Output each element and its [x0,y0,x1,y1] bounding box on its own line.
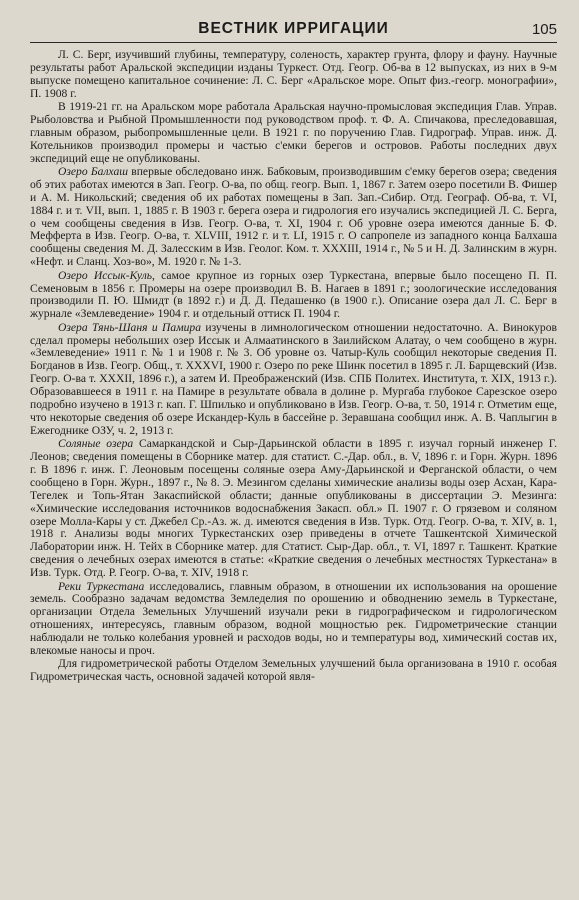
paragraph-lead: Озеро Иссык-Куль [58,268,153,282]
paragraph-text: впервые обследовано инж. Бабковым, производившим с'емку берегов озера; сведения об этих работах имеются в Зап. Геогр. О-ва, по общ. геогр. Вып. 1, 1867 г. Затем озеро посетили В. Фишер и А. М. Никольский; сведения об их работах помещены в Зап. Зап.-Сибир. Отд. Географ. Об-ва, т. VI, 1884 г. и т. VII, вып. 1, 1885 г. В 1903 г. берега озера и гидрология его изучались экспедицией Л. С. Берга, о чем сообщены сведения в Изв. Геогр. О-ва, т. XI, 1904 г. Об уровне озера имеются данные Б. Ф. Мефферта в Изв. Геогр. О-ва, т. XLVIII, 1912 г. и т. LI, 1915 г. О сапропеле из западного конца Балхаша сообщены сведения М. Д. Залесским в Изв. Геолог. Ком. т. XXXIII, 1914 г., № 5 и Н. Д. Залинским в журн. «Нефт. и Сланц. Хоз-во», М. 1920 г. № 1-3. [30,165,557,269]
running-header [30,12,557,38]
paragraph-text: Для гидрометрической работы Отделом Земельных улучшений была организована в 1910 г. особая Гидрометрическая часть, основной задачей которой явля- [30,657,557,684]
paragraph [30,438,557,580]
paragraph-text: , самое крупное из горных озер Туркестана, впервые было посещено П. П. Семеновым в 1856 г. Промеры на озере производил В. В. Нагаев в 1891 г.; зоологические исследования производили П. Ю. Шмидт (в 1892 г.) и Д. Д. Педашенко (в 1900 г.). Описание озера дал Л. С. Берг в журнале «Землеведение» 1904 г. и отдельный оттиск П. 1904 г. [30,268,557,321]
paragraph-text: Л. С. Берг, изучивший глубины, температуру, соленость, характер грунта, флору и фауну. Научные результаты работ Аральской экспедиции изданы Туркест. Отд. Геогр. Об-ва в 12 выпусках, из них в 9-м выпуске помещено капитальное сочинение: Л. С. Берг «Аральское море. Опыт физ.-геогр. монографии», П. 1908 г. [30,48,557,100]
paragraph-lead: Реки Туркестана [58,579,145,593]
paragraph [30,49,557,101]
paragraph-text: исследовались, главным образом, в отношении их использования на орошение земель. Сообразно задачам ведомства Земледелия по орошению и обводнению земель в Туркестане, организации Отдела Земельных Улучшений изучали реки в гидрографическом и гидрологическом отношениях, интересуясь, главным образом, водной мощностью рек. Гидрометрические станции наблюдали не только колебания уровней и расходов воды, но и температуры вод, химический состав их, влекомые наносы и проч. [30,579,557,657]
paragraph-lead: Соляные озера [58,437,134,451]
paragraph [30,166,557,269]
paragraph [30,658,557,684]
header-rule [30,42,557,43]
article-body [30,49,557,684]
paragraph-text: В 1919-21 гг. на Аральском море работала Аральская научно-промысловая экспедиция Глав. Управ. Рыболовства и Рыбной Промышленности под руководством проф. т. Ф. А. Спичакова, преследовавшая, главным образом, рыбопромышленные цели. В 1921 г. по поручению Глав. Гидрограф. Управ. инж. Д. Котельников производил промеры и частью с'емки берегов и островов. Работы последних двух экспедиций еще не опубликованы. [30,100,557,165]
paragraph-text: Самаркандской и Сыр-Дарьинской области в 1895 г. изучал горный инженер Г. Леонов; сведения помещены в Сборнике матер. для статист. С.-Дар. обл., в. V, 1896 г. и Горн. Журн. 1896 г. В 1896 г. инж. Г. Леоновым посещены соляные озера Аму-Дарьинской и Ферганской области, о чем сообщено в Горн. Журн., 1897 г., № 8. Э. Мезингом сделаны химические анализы воды озер Асхан, Кара-Тегелек и Топь-Ятан Закаспийской области; данные опубликованы в диссертации Э. Мезинга: «Химические исследования источников водоснабжения Закасп. обл.» П. 1907 г. О грязевом и соляном озере Молла-Кары у ст. Джебел Ср.-Аз. ж. д. имеются сведения в Изв. Турк. Отд. Геогр. О-ва, т. XIV, в. 1, 1918 г. Анализы воды многих Туркестанских озер приведены в отчете Ташкентской Химической Лаборатории инж. Н. Тейх в Сборнике матер. для Статист. Сыр-Дар. обл., т. VI, 1897 г. Ташкент. Краткие сведения о лечебных озерах имеются в статье: «Краткие сведения о лечебных местностях Туркестана» в Изв. Турк. Отд. Р. Геогр. О-ва, т. XIV, 1918 г. [30,437,558,580]
page-number: 105 [531,21,557,38]
paragraph [30,322,557,438]
paragraph [30,581,557,658]
paragraph-text: изучены в лимнологическом отношении недостаточно. А. Винокуров сделал промеры небольших озер Иссык и Алмаатинского в Заилийском Алатау, о чем сообщено в журн. «Землеведение» 1911 г. № 1 и 1908 г. № 3. Об уровне оз. Чатыр-Куль сообщил некоторые сведения П. Богданов в Изв. Геогр. Общ., т. XXXVI, 1900 г. Озеро по реке Шинк посетил в 1895 г. Л. Барщевский (Изв. Геогр. О-ва т. XXXII, 1896 г.), а затем И. Преображенский (Изв. СПБ Политех. Института, т. XIX, 1913 г.). Образовавшееся в 1911 г. на Памире в результате обвала в долине р. Мургаба глубокое Сарезское озеро подробно изучено в 1913 г. кап. Г. Шпилько и опубликовано в Изв. Геогр. О-ва, т. 50, 1914 г. Отметим еще, что некоторые сведения об озере Искандер-Куль в бассейне р. Зеравшана сообщил инж. А. В. Чаплыгин в Ежегоднике ОЗУ, ч. 2, 1913 г. [30,320,557,437]
paragraph-lead: Озера Тянь-Шаня и Памира [58,320,202,334]
paragraph [30,270,557,322]
journal-title: ВЕСТНИК ИРРИГАЦИИ [198,20,389,37]
paragraph-lead: Озеро Балхаш [58,165,129,179]
paragraph [30,101,557,165]
